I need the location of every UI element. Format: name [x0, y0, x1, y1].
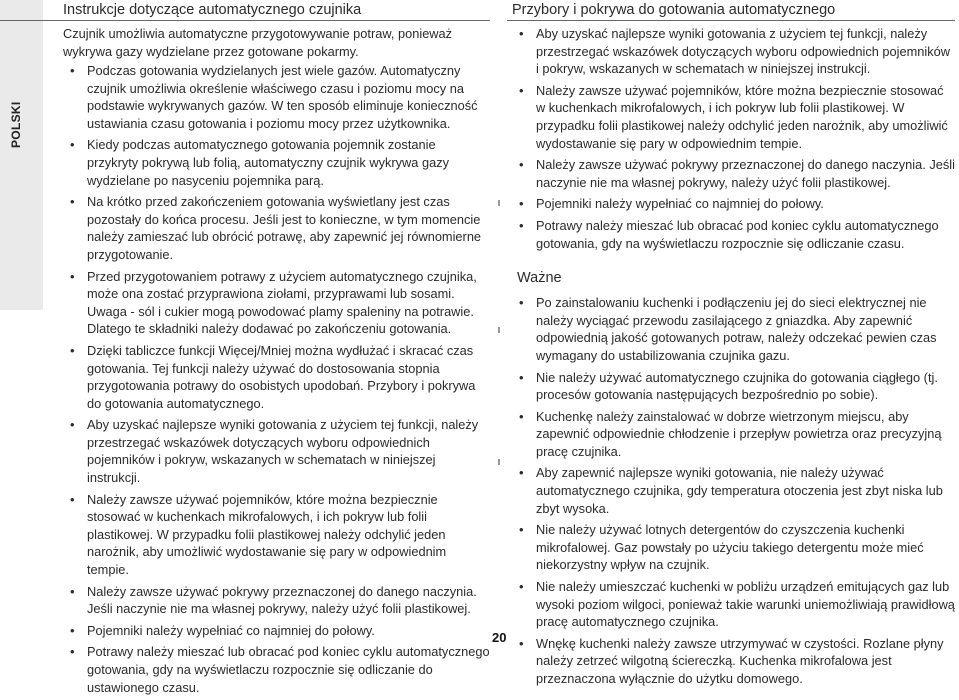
important-bullet-list: [507, 294, 955, 687]
list-item: • Kuchenkę należy zainstalować w dobrze wietrzonym miejscu, aby zapewnić odpowiednie chłodzenie i przepływ powietrza oraz precyzyjną pracę czujnika.: [507, 408, 955, 461]
list-item: • Po zainstalowaniu kuchenki i podłączeniu jej do sieci elektrycznej nie należy wyciągać przewodu zasilającego z gniazdka. Aby zapewnić odpowiednią jakość gotowanych potraw, należy odczekać pewien czas wymagany do ustabilizowania czujnika gazu.: [507, 294, 955, 364]
list-item: • Przed przygotowaniem potrawy z użyciem automatycznego czujnika, może ona zostać przyprawiona ziołami, przyprawami lub sosami. Uwaga - sól i cukier mogą powodować plamy spaleniny na potrawie. Dlatego te składniki należy dodawać po zakończeniu gotowania.: [58, 268, 490, 338]
right-section-title: Przybory i pokrywa do gotowania automatycznego: [507, 0, 955, 21]
important-subheading: Ważne: [517, 270, 562, 287]
list-item: • Aby uzyskać najlepsze wyniki gotowania z użyciem tej funkcji, należy przestrzegać wskazówek dotyczących wyboru odpowiednich pojemników i pokryw, wskazanych w schematach w niniejszej instrukcji.: [507, 25, 955, 78]
left-section-title: Instrukcje dotyczące automatycznego czujnika: [0, 0, 490, 21]
column-divider-mark: [498, 459, 500, 465]
language-label: POLSKI: [9, 101, 23, 148]
column-divider-mark: [498, 327, 500, 333]
list-item: • Należy zawsze używać pojemników, które można bezpiecznie stosować w kuchenkach mikrofalowych, i ich pokryw lub folii plastikowej. W przypadku folii plastikowej należy odchylić jeden narożnik, aby umożliwić wydostawanie się pary w odpowiednim tempie.: [507, 82, 955, 152]
language-side-tab: [0, 0, 43, 310]
list-item: • Pojemniki należy wypełniać co najmniej do połowy.: [507, 195, 955, 213]
list-item: • Nie należy używać automatycznego czujnika do gotowania ciągłego (tj. procesów gotowania następujących bezpośrednio po sobie).: [507, 369, 955, 404]
list-item: • Wnękę kuchenki należy zawsze utrzymywać w czystości. Rozlane płyny należy zetrzeć wilgotną ściereczką. Kuchenka mikrofalowa jest przeznaczona wyłącznie do użytku domowego.: [507, 635, 955, 688]
right-bullet-list: [507, 25, 955, 252]
left-bullet-list: [58, 62, 490, 696]
page-number: 20: [492, 630, 507, 645]
list-item: • Nie należy umieszczać kuchenki w pobliżu urządzeń emitujących gaz lub wysoki poziom wilgoci, ponieważ takie warunki uniemożliwiają prawidłową pracę automatycznego czujnika.: [507, 578, 955, 631]
column-divider-mark: [498, 200, 500, 206]
list-item: • Należy zawsze używać pojemników, które można bezpiecznie stosować w kuchenkach mikrofalowych, i ich pokryw lub folii plastikowej. W przypadku folii plastikowej należy odchylić jeden narożnik, aby umożliwić wydostawanie się pary w odpowiednim tempie.: [58, 491, 490, 579]
list-item: • Dzięki tabliczce funkcji Więcej/Mniej można wydłużać i skracać czas gotowania. Tej funkcji należy używać do dostosowania stopnia przygotowania potrawy do osobistych upodobań. Przybory i pokrywa do gotowania automatycznego.: [58, 342, 490, 412]
left-column: [58, 0, 490, 700]
list-item: • Należy zawsze używać pokrywy przeznaczonej do danego naczynia. Jeśli naczynie nie ma własnej pokrywy, należy użyć folii plastikowej.: [58, 583, 490, 618]
list-item: • Pojemniki należy wypełniać co najmniej do połowy.: [58, 622, 490, 640]
list-item: • Nie należy używać lotnych detergentów do czyszczenia kuchenki mikrofalowej. Gaz powstały po użyciu takiego detergentu może mieć niekorzystny wpływ na czujnik.: [507, 521, 955, 574]
list-item: • Podczas gotowania wydzielanych jest wiele gazów. Automatyczny czujnik umożliwia określenie właściwego czasu i poziomu mocy na podstawie wykrywanych gazów. W ten sposób eliminuje konieczność ustawiania czasu gotowania i poziomu mocy przez użytkownika.: [58, 62, 490, 132]
right-column: [507, 0, 955, 692]
list-item: • Kiedy podczas automatycznego gotowania pojemnik zostanie przykryty pokrywą lub folią, automatyczny czujnik wykrywa gazy wydzielane po nasyceniu pojemnika parą.: [58, 136, 490, 189]
left-intro-paragraph: Czujnik umożliwia automatyczne przygotowywanie potraw, ponieważ wykrywa gazy wydzielane przez gotowane pokarmy.: [63, 26, 453, 59]
list-item: • Należy zawsze używać pokrywy przeznaczonej do danego naczynia. Jeśli naczynie nie ma własnej pokrywy, należy użyć folii plastikowej.: [507, 156, 955, 191]
list-item: • Aby uzyskać najlepsze wyniki gotowania z użyciem tej funkcji, należy przestrzegać wskazówek dotyczących wyboru odpowiednich pojemników i pokryw, wskazanych w schematach w niniejszej instrukcji.: [58, 416, 490, 486]
list-item: • Potrawy należy mieszać lub obracać pod koniec cyklu automatycznego gotowania, gdy na wyświetlaczu rozpocznie się odliczanie do ustawionego czasu.: [58, 643, 490, 696]
list-item: • Potrawy należy mieszać lub obracać pod koniec cyklu automatycznego gotowania, gdy na wyświetlaczu rozpocznie się odliczanie czasu.: [507, 217, 955, 252]
list-item: • Aby zapewnić najlepsze wyniki gotowania, nie należy używać automatycznego czujnika, gdy temperatura otoczenia jest zbyt niska lub zbyt wysoka.: [507, 464, 955, 517]
list-item: • Na krótko przed zakończeniem gotowania wyświetlany jest czas pozostały do końca procesu. Jeśli jest to konieczne, w tym momencie należy zamieszać lub obrócić potrawę, aby zapewnić jej równomierne przygotowanie.: [58, 193, 490, 263]
